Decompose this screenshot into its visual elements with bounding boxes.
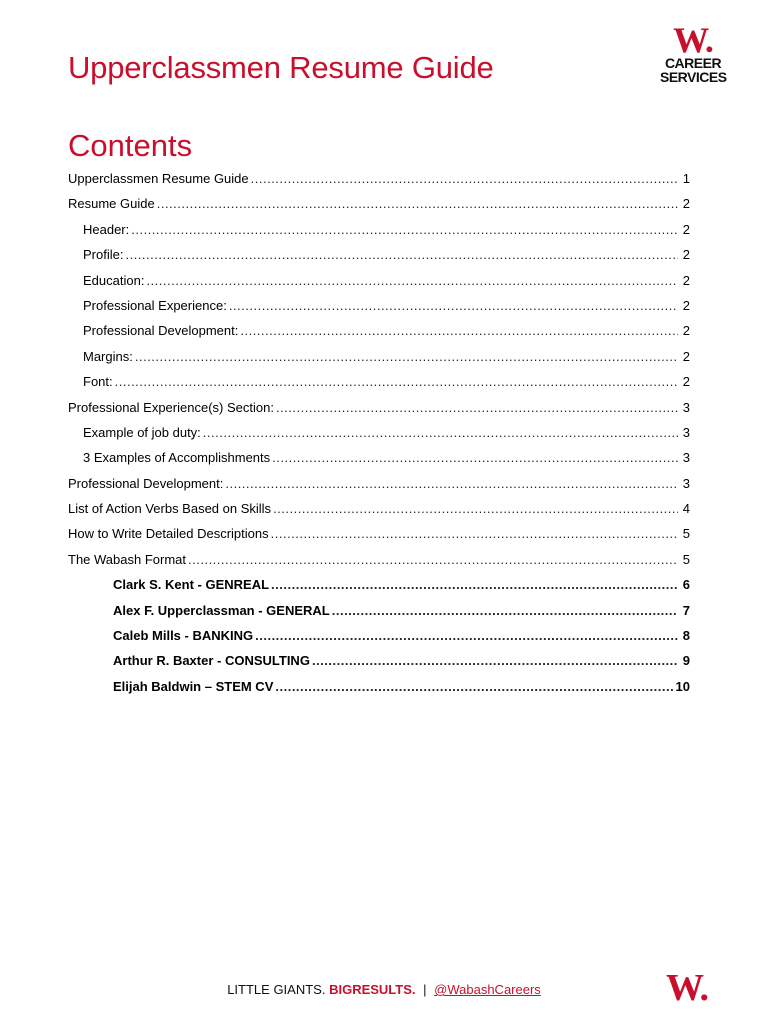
toc-entry[interactable]: [68, 628, 690, 653]
toc-entry-label: Profile:: [83, 247, 124, 263]
toc-dot-leader: [115, 374, 678, 389]
logo-line-career: CAREER: [664, 55, 722, 71]
toc-entry-page-number: 3: [682, 399, 690, 415]
toc-entry-page-number: 7: [682, 602, 690, 618]
toc-entry-page-number: 9: [682, 653, 690, 669]
toc-dot-leader: [125, 247, 678, 262]
toc-entry-label: Header:: [83, 221, 130, 237]
toc-dot-leader: [240, 323, 678, 338]
table-of-contents: [68, 171, 690, 704]
toc-entry-label: Alex F. Upperclassman - GENERAL: [113, 602, 330, 618]
toc-entry-label: Caleb Mills - BANKING: [113, 628, 254, 644]
toc-entry-page-number: 8: [682, 628, 690, 644]
toc-entry-label: 3 Examples of Accomplishments: [83, 450, 271, 466]
toc-dot-leader: [273, 501, 678, 516]
toc-entry-label: Education:: [83, 272, 145, 288]
toc-dot-leader: [332, 603, 678, 618]
toc-entry-label: Margins:: [83, 348, 133, 364]
toc-entry-label: How to Write Detailed Descriptions: [68, 526, 269, 542]
toc-entry-label: Professional Development:: [68, 475, 224, 491]
toc-entry-page-number: 2: [682, 374, 690, 390]
toc-entry[interactable]: [68, 603, 690, 628]
toc-entry[interactable]: [68, 450, 690, 475]
toc-entry-page-number: 2: [682, 348, 690, 364]
toc-entry-label: Professional Experience:: [83, 297, 227, 313]
toc-entry-label: Professional Development:: [83, 323, 239, 339]
toc-entry-page-number: 2: [682, 247, 690, 263]
toc-dot-leader: [271, 526, 678, 541]
toc-entry[interactable]: [68, 196, 690, 221]
toc-entry-page-number: 2: [682, 272, 690, 288]
toc-entry-page-number: 2: [682, 221, 690, 237]
toc-dot-leader: [275, 679, 673, 694]
toc-entry[interactable]: [68, 171, 690, 196]
contents-heading: Contents: [68, 128, 193, 163]
toc-entry-page-number: 3: [682, 424, 690, 440]
footer-w-logo: W.: [666, 967, 709, 1009]
toc-entry[interactable]: [68, 679, 690, 704]
toc-entry-page-number: 2: [682, 196, 690, 212]
toc-entry[interactable]: [68, 425, 690, 450]
toc-dot-leader: [131, 222, 678, 237]
toc-entry-page-number: 5: [682, 551, 690, 567]
toc-entry[interactable]: [68, 374, 690, 399]
toc-dot-leader: [157, 196, 678, 211]
document-title: Upperclassmen Resume Guide: [68, 50, 494, 85]
toc-entry[interactable]: [68, 577, 690, 602]
toc-entry[interactable]: [68, 323, 690, 348]
toc-dot-leader: [312, 653, 678, 668]
toc-dot-leader: [251, 171, 678, 186]
toc-entry-label: Clark S. Kent - GENREAL: [113, 577, 270, 593]
logo-w-mark: W.: [673, 20, 713, 60]
footer-separator: |: [423, 982, 427, 997]
toc-entry-page-number: 2: [682, 323, 690, 339]
toc-dot-leader: [225, 476, 678, 491]
toc-entry-page-number: 2: [682, 297, 690, 313]
toc-entry[interactable]: [68, 501, 690, 526]
toc-entry-label: Arthur R. Baxter - CONSULTING: [113, 653, 310, 669]
toc-entry[interactable]: [68, 552, 690, 577]
toc-dot-leader: [272, 450, 678, 465]
toc-entry-page-number: 4: [682, 501, 690, 517]
toc-entry-page-number: 10: [675, 678, 690, 694]
toc-dot-leader: [255, 628, 678, 643]
toc-dot-leader: [271, 577, 678, 592]
toc-entry[interactable]: [68, 349, 690, 374]
footer-tagline-strong: BIGRESULTS.: [329, 982, 416, 997]
toc-entry[interactable]: [68, 298, 690, 323]
toc-entry[interactable]: [68, 476, 690, 501]
toc-entry-page-number: 3: [682, 475, 690, 491]
toc-entry-page-number: 3: [682, 450, 690, 466]
toc-entry[interactable]: [68, 247, 690, 272]
toc-entry-label: Upperclassmen Resume Guide: [68, 171, 249, 186]
toc-entry[interactable]: [68, 273, 690, 298]
toc-entry-page-number: 6: [682, 577, 690, 593]
career-services-logo: [660, 20, 727, 86]
footer-social-link[interactable]: @WabashCareers: [434, 982, 541, 997]
toc-entry-label: List of Action Verbs Based on Skills: [68, 501, 272, 517]
toc-entry[interactable]: [68, 526, 690, 551]
toc-entry-label: Elijah Baldwin – STEM CV: [113, 678, 274, 694]
toc-entry[interactable]: [68, 222, 690, 247]
toc-entry-label: Professional Experience(s) Section:: [68, 399, 274, 415]
toc-entry[interactable]: [68, 400, 690, 425]
toc-dot-leader: [188, 552, 678, 567]
toc-dot-leader: [276, 400, 678, 415]
toc-entry-label: The Wabash Format: [68, 551, 187, 567]
toc-entry-label: Resume Guide: [68, 196, 155, 212]
toc-dot-leader: [146, 273, 678, 288]
footer-tagline: LITTLE GIANTS.: [227, 982, 326, 997]
toc-dot-leader: [229, 298, 678, 313]
toc-entry[interactable]: [68, 653, 690, 678]
toc-entry-label: Font:: [83, 374, 113, 390]
toc-dot-leader: [203, 425, 678, 440]
toc-entry-label: Example of job duty:: [83, 424, 201, 440]
toc-dot-leader: [135, 349, 678, 364]
footer: [0, 982, 768, 997]
toc-entry-page-number: 1: [682, 171, 690, 186]
toc-entry-page-number: 5: [682, 526, 690, 542]
logo-line-services: SERVICES: [660, 69, 727, 85]
